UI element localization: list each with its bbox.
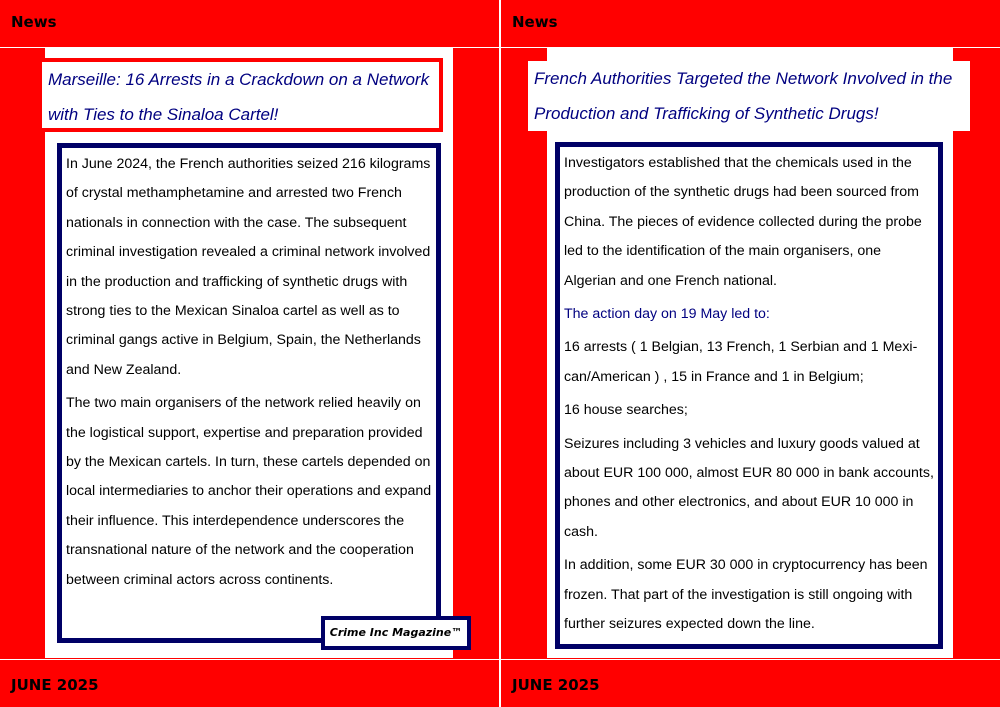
right-seizures-item: Seizures including 3 vehicles and luxury goods valued at about EUR 100 000, almost EUR 80 000 in bank accounts, phones and other electronics, and about EUR 10 000 in cash. xyxy=(564,435,934,540)
header-rule xyxy=(0,47,1000,48)
left-section-label: News xyxy=(11,13,57,31)
left-paragraph-2: The two main organisers of the network relied heavily on the logistical support, expertise and preparation provided by the Mexican cartels. In turn, these cartels depended on local intermediaries to anchor their operations and expand their influence. This interdependence underscores the transnational nature of the network and the cooperation between criminal actors across continents. xyxy=(66,395,432,588)
right-action-day-heading: The action day on 19 May led to: xyxy=(564,306,770,323)
right-headline: French Authorities Targeted the Network Involved in the Production and Trafficking of Synthetic Drugs! xyxy=(528,61,970,131)
left-headline: Marseille: 16 Arrests in a Crackdown on a Network with Ties to the Sinaloa Cartel! xyxy=(38,58,443,132)
left-article-body xyxy=(57,143,441,643)
left-footer-date: JUNE 2025 xyxy=(11,676,99,694)
footer-rule xyxy=(0,659,1000,660)
right-arrests-item: 16 arrests ( 1 Belgian, 13 French, 1 Serbian and 1 Mexi-can/American ) , 15 in France and 1 in Belgium; xyxy=(564,339,918,385)
right-footer-date: JUNE 2025 xyxy=(512,676,600,694)
right-article-body xyxy=(555,142,943,649)
left-paragraph-1: In June 2024, the French authorities seized 216 kilograms of crystal methamphetamine and arrested two French nationals in connection with the case. The subsequent criminal investigation revealed a criminal network involved in the production and trafficking of synthetic drugs with strong ties to the Mexican Sinaloa cartel as well as to criminal gangs active in Belgium, Spain, the Netherlands and New Zealand. xyxy=(66,156,431,378)
left-page xyxy=(0,0,499,707)
right-section-label: News xyxy=(512,13,558,31)
right-page xyxy=(501,0,1000,707)
right-paragraph-1: Investigators established that the chemicals used in the production of the synthetic drugs had been sourced from China. The pieces of evidence collected during the probe led to the identification of the main organisers, one Algerian and one French national. xyxy=(564,155,922,289)
right-paragraph-crypto: In addition, some EUR 30 000 in cryptocurrency has been frozen. That part of the investigation is still ongoing with further seizures expected down the line. xyxy=(564,557,928,633)
magazine-signature: Crime Inc Magazine™ xyxy=(321,616,471,650)
right-searches-item: 16 house searches; xyxy=(564,402,688,419)
